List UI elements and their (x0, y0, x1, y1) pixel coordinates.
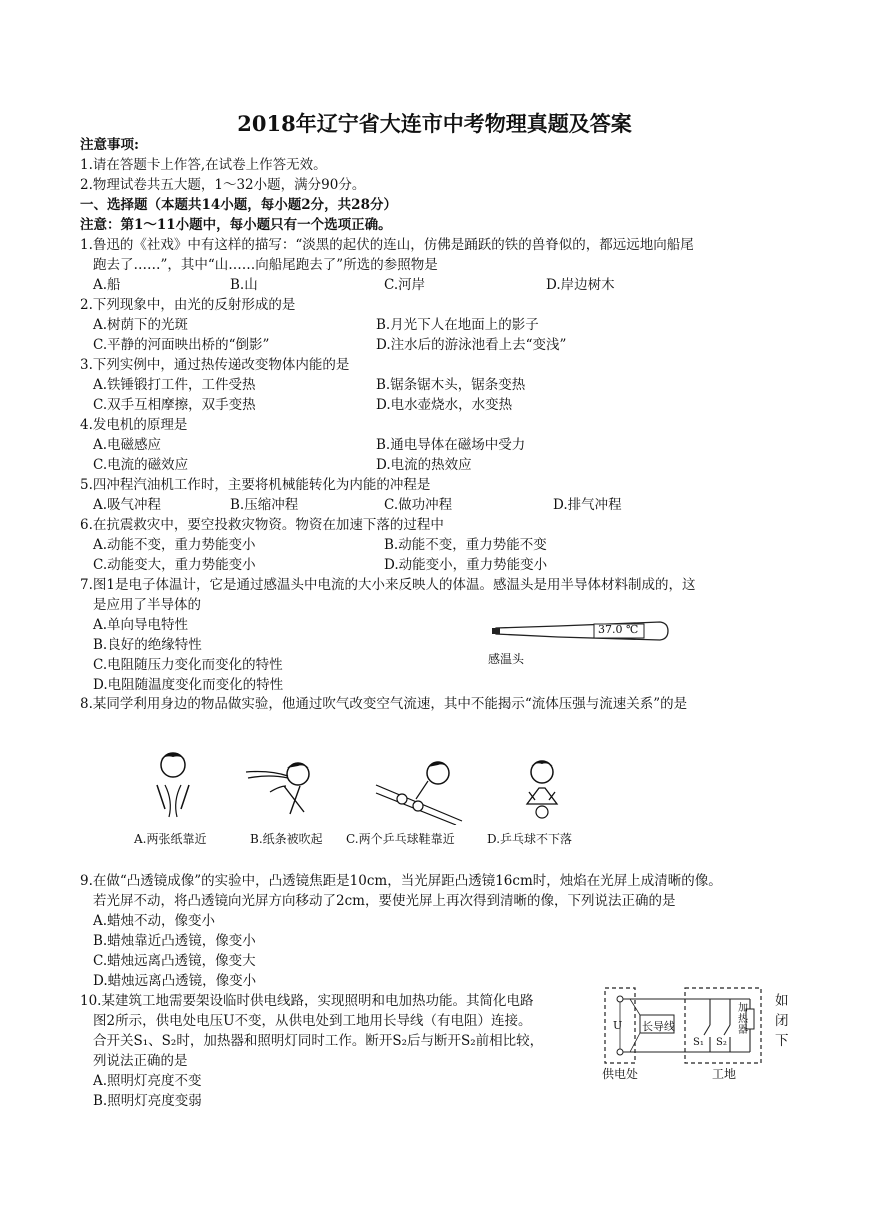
question-stem: 7.图1是电子体温计，它是通过感温头中电流的大小来反映人的体温。感温头是用半导体材料制成的，这 (80, 577, 696, 593)
option: A.照明灯亮度不变 (93, 1073, 202, 1089)
question-stem: 10.某建筑工地需要架设临时供电线路，实现照明和电加热功能。其简化电路 (80, 993, 534, 1009)
option: B.动能不变，重力势能不变 (384, 537, 547, 553)
question-stem: 8.某同学利用身边的物品做实验，他通过吹气改变空气流速，其中不能揭示“流体压强与流速关系”的是 (80, 696, 688, 712)
question-stem: 4.发电机的原理是 (80, 417, 188, 433)
option: D.电流的热效应 (376, 457, 472, 473)
experiment-a-figure (145, 745, 205, 825)
option: A.单向导电特性 (93, 617, 189, 633)
option: B.月光下人在地面上的影子 (376, 317, 539, 333)
ping-pong-ball-funnel-icon (515, 752, 570, 827)
option: A.船 (93, 277, 121, 293)
option: D.注水后的游泳池看上去“变浅” (376, 337, 567, 353)
ping-pong-balls-on-rails-icon (372, 755, 467, 825)
thermometer-label: 感温头 (488, 652, 525, 666)
option: B.蜡烛靠近凸透镜，像变小 (93, 933, 256, 949)
option: D.电阻随温度变化而变化的特性 (93, 677, 284, 693)
wire-label: 长导线 (642, 1020, 675, 1033)
thermometer-figure (488, 614, 678, 669)
cut-off-text: 如 (775, 993, 789, 1009)
option: A.吸气冲程 (93, 497, 162, 513)
option: C.蜡烛远离凸透镜，像变大 (93, 953, 256, 969)
section-heading: 一、选择题（本题共14小题，每小题2分，共28分） (80, 197, 397, 213)
option: C.电阻随压力变化而变化的特性 (93, 657, 283, 673)
supply-label: 供电处 (602, 1067, 639, 1081)
notice-item: 1.请在答题卡上作答,在试卷上作答无效。 (80, 157, 327, 173)
figure-caption: C.两个乒乓球鞋靠近 (346, 832, 455, 846)
thermometer-reading: 37.0 ℃ (598, 623, 639, 636)
cut-off-text: 下 (775, 1033, 789, 1049)
cut-off-text: 闭 (775, 1013, 789, 1029)
question-stem: 2.下列现象中，由光的反射形成的是 (80, 297, 296, 313)
experiment-b-figure (240, 752, 320, 827)
option: C.动能变大，重力势能变小 (93, 557, 256, 573)
question-stem: 3.下列实例中，通过热传递改变物体内能的是 (80, 357, 350, 373)
option: C.平静的河面映出桥的“倒影” (93, 337, 270, 353)
figure-caption: A.两张纸靠近 (134, 832, 207, 846)
option: C.做功冲程 (384, 497, 453, 513)
switch2-label: S₂ (716, 1037, 727, 1048)
question-stem: 若光屏不动，将凸透镜向光屏方向移动了2cm，要使光屏上再次得到清晰的像，下列说法正确的是 (93, 893, 676, 909)
option: B.锯条锯木头，锯条变热 (376, 377, 526, 393)
option: D.排气冲程 (553, 497, 622, 513)
question-stem: 6.在抗震救灾中，要空投救灾物资。物资在加速下落的过程中 (80, 517, 444, 533)
section-note: 注意：第1～11小题中，每小题只有一个选项正确。 (80, 217, 392, 233)
option: D.动能变小，重力势能变小 (384, 557, 548, 573)
switch1-label: S₁ (693, 1037, 704, 1048)
option: D.蜡烛远离凸透镜，像变小 (93, 973, 257, 989)
person-blowing-papers-icon (145, 745, 205, 825)
question-stem: 图2所示，供电处电压U不变，从供电处到工地用长导线（有电阻）连接。 (93, 1013, 532, 1029)
experiment-d-figure (515, 752, 570, 827)
option: B.照明灯亮度变弱 (93, 1093, 202, 1109)
option: C.双手互相摩擦，双手变热 (93, 397, 256, 413)
option: A.蜡烛不动，像变小 (93, 913, 216, 929)
question-stem: 5.四冲程汽油机工作时，主要将机械能转化为内能的冲程是 (80, 477, 431, 493)
question-stem: 跑去了……”，其中“山……向船尾跑去了”所选的参照物是 (93, 257, 438, 273)
experiment-c-figure (372, 755, 467, 825)
option: B.压缩冲程 (230, 497, 299, 513)
option: D.岸边树木 (546, 277, 615, 293)
page-title: 2018年辽宁省大连市中考物理真题及答案 (237, 111, 632, 136)
option: B.山 (230, 277, 258, 293)
figure-caption: B.纸条被吹起 (250, 832, 323, 846)
notice-heading: 注意事项: (80, 137, 139, 153)
circuit-figure (600, 985, 770, 1080)
question-stem: 列说法正确的是 (93, 1053, 188, 1069)
option: A.树荫下的光斑 (93, 317, 189, 333)
option: A.电磁感应 (93, 437, 162, 453)
site-label: 工地 (712, 1067, 737, 1081)
option: D.电水壶烧水，水变热 (376, 397, 513, 413)
heater-label: 加热器 (738, 1003, 748, 1036)
question-stem: 1.鲁迅的《社戏》中有这样的描写：“淡黑的起伏的连山，仿佛是踊跃的铁的兽脊似的，都远远地向船尾 (80, 237, 694, 253)
option: A.动能不变，重力势能变小 (93, 537, 256, 553)
notice-item: 2.物理试卷共五大题，1～32小题，满分90分。 (80, 177, 366, 193)
option: C.河岸 (384, 277, 426, 293)
option: B.良好的绝缘特性 (93, 637, 202, 653)
option: C.电流的磁效应 (93, 457, 189, 473)
question-stem: 9.在做“凸透镜成像”的实验中，凸透镜焦距是10cm，当光屏距凸透镜16cm时，烛焰在光屏上成清晰的像。 (80, 873, 722, 889)
question-stem: 合开关S₁、S₂时，加热器和照明灯同时工作。断开S₂后与断开S₂前相比较， (93, 1033, 544, 1049)
question-stem: 是应用了半导体的 (93, 597, 201, 613)
option: B.通电导体在磁场中受力 (376, 437, 526, 453)
voltage-label: U (613, 1019, 623, 1032)
figure-caption: D.乒乓球不下落 (487, 832, 573, 846)
person-blowing-paper-strip-icon (240, 752, 320, 827)
option: A.铁锤锻打工件，工件受热 (93, 377, 256, 393)
